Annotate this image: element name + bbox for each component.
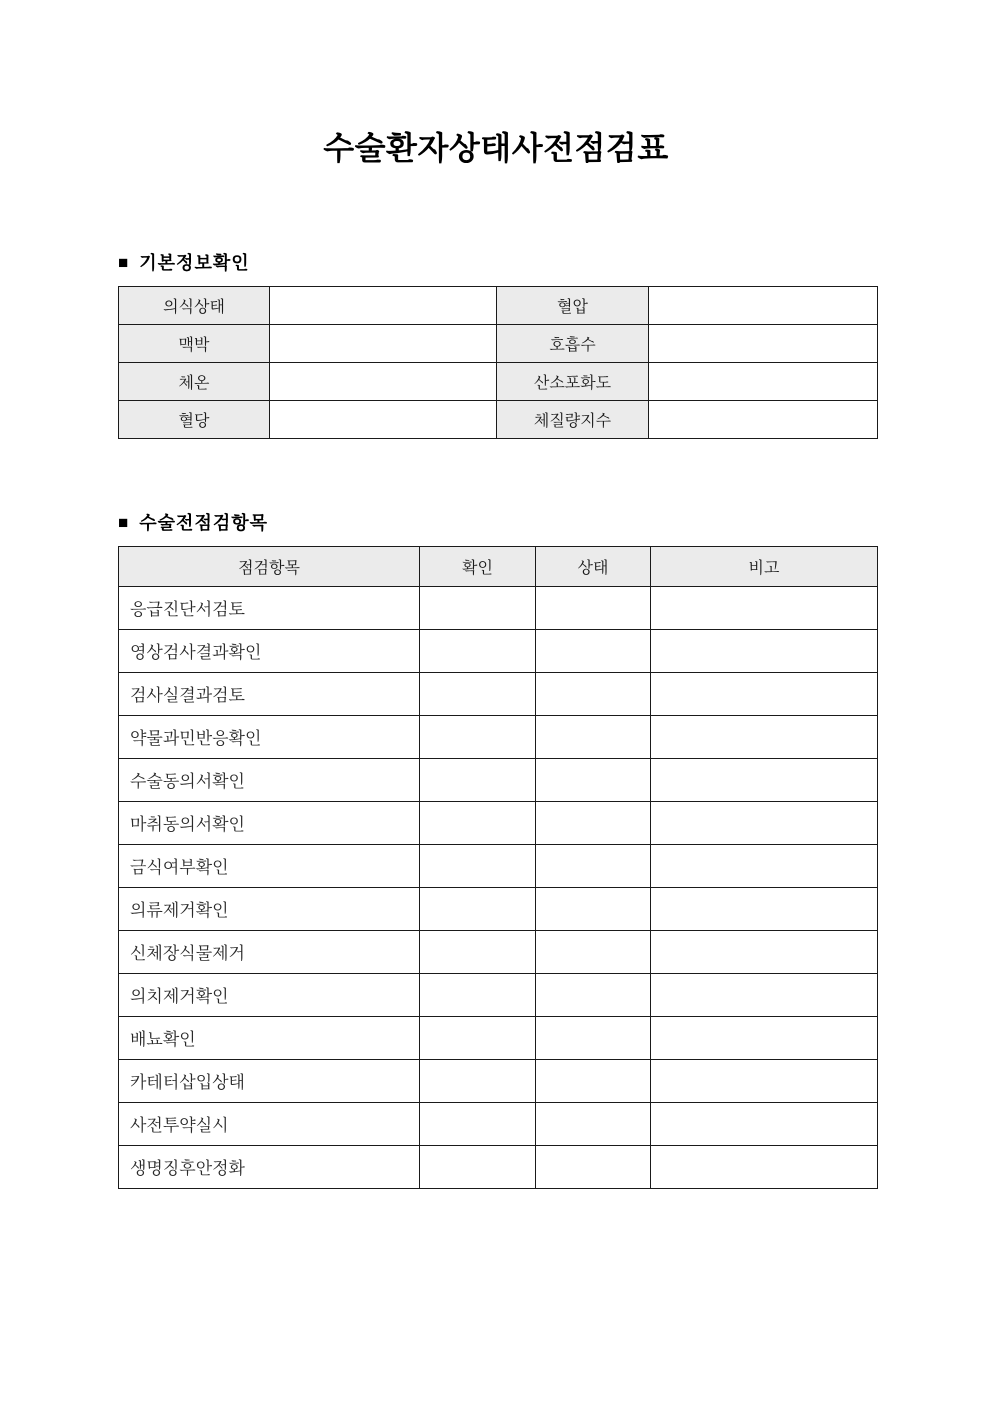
basic-info-label: 혈당 — [119, 400, 270, 438]
status-cell — [536, 758, 651, 801]
checklist-row — [119, 758, 878, 801]
basic-info-row — [119, 286, 878, 324]
checklist-section-heading — [118, 512, 877, 534]
checklist-row — [119, 930, 878, 973]
basic-info-value-cell — [649, 324, 878, 362]
checklist-header-row — [119, 546, 878, 586]
column-header-item: 점검항목 — [119, 546, 420, 586]
check-cell — [420, 1102, 536, 1145]
status-cell — [536, 1059, 651, 1102]
basic-info-label: 의식상태 — [119, 286, 270, 324]
document-title: 수술환자상태사전점검표 — [323, 130, 669, 166]
check-cell — [420, 887, 536, 930]
checklist-row — [119, 586, 878, 629]
status-cell — [536, 1102, 651, 1145]
basic-info-heading-label: 기본정보확인 — [139, 252, 250, 273]
note-cell — [651, 629, 878, 672]
basic-info-label: 산소포화도 — [497, 362, 649, 400]
checklist-item-name: 배뇨확인 — [119, 1016, 420, 1059]
document-content — [118, 252, 877, 1189]
checklist-item-name: 약물과민반응확인 — [119, 715, 420, 758]
status-cell — [536, 1016, 651, 1059]
check-cell — [420, 930, 536, 973]
basic-info-value-cell — [270, 362, 497, 400]
basic-info-label: 체온 — [119, 362, 270, 400]
note-cell — [651, 1102, 878, 1145]
checklist-item-name: 신체장식물제거 — [119, 930, 420, 973]
status-cell — [536, 715, 651, 758]
status-cell — [536, 1145, 651, 1188]
square-bullet-icon: ■ — [118, 513, 129, 533]
basic-info-value-cell — [270, 286, 497, 324]
checklist-item-name: 응급진단서검토 — [119, 586, 420, 629]
basic-info-value-cell — [649, 362, 878, 400]
column-header-check: 확인 — [420, 546, 536, 586]
check-cell — [420, 1016, 536, 1059]
check-cell — [420, 586, 536, 629]
basic-info-label: 체질량지수 — [497, 400, 649, 438]
checklist-table — [118, 546, 878, 1189]
basic-info-label: 호흡수 — [497, 324, 649, 362]
checklist-item-name: 검사실결과검토 — [119, 672, 420, 715]
column-header-status: 상태 — [536, 546, 651, 586]
basic-info-label: 맥박 — [119, 324, 270, 362]
checklist-item-name: 의류제거확인 — [119, 887, 420, 930]
checklist-row — [119, 973, 878, 1016]
check-cell — [420, 801, 536, 844]
column-header-note: 비고 — [651, 546, 878, 586]
status-cell — [536, 801, 651, 844]
checklist-row — [119, 801, 878, 844]
status-cell — [536, 930, 651, 973]
checklist-row — [119, 629, 878, 672]
checklist-row — [119, 844, 878, 887]
checklist-heading-label: 수술전점검항목 — [139, 512, 268, 533]
checklist-item-name: 카테터삽입상태 — [119, 1059, 420, 1102]
checklist-item-name: 사전투약실시 — [119, 1102, 420, 1145]
basic-info-row — [119, 324, 878, 362]
note-cell — [651, 1059, 878, 1102]
basic-info-label: 혈압 — [497, 286, 649, 324]
checklist-row — [119, 672, 878, 715]
basic-info-value-cell — [270, 400, 497, 438]
checklist-row — [119, 1102, 878, 1145]
note-cell — [651, 715, 878, 758]
checklist-row — [119, 1059, 878, 1102]
status-cell — [536, 844, 651, 887]
checklist-row — [119, 1145, 878, 1188]
check-cell — [420, 672, 536, 715]
note-cell — [651, 973, 878, 1016]
note-cell — [651, 1145, 878, 1188]
checklist-item-name: 영상검사결과확인 — [119, 629, 420, 672]
check-cell — [420, 973, 536, 1016]
basic-info-value-cell — [649, 286, 878, 324]
basic-info-section-heading — [118, 252, 877, 274]
checklist-item-name: 마취동의서확인 — [119, 801, 420, 844]
status-cell — [536, 973, 651, 1016]
basic-info-table — [118, 286, 878, 439]
check-cell — [420, 758, 536, 801]
checklist-row — [119, 715, 878, 758]
check-cell — [420, 844, 536, 887]
basic-info-row — [119, 362, 878, 400]
checklist-item-name: 의치제거확인 — [119, 973, 420, 1016]
checklist-item-name: 수술동의서확인 — [119, 758, 420, 801]
status-cell — [536, 629, 651, 672]
note-cell — [651, 758, 878, 801]
checklist-item-name: 금식여부확인 — [119, 844, 420, 887]
note-cell — [651, 930, 878, 973]
basic-info-value-cell — [649, 400, 878, 438]
square-bullet-icon: ■ — [118, 253, 129, 273]
check-cell — [420, 1059, 536, 1102]
status-cell — [536, 672, 651, 715]
checklist-row — [119, 887, 878, 930]
note-cell — [651, 1016, 878, 1059]
checklist-row — [119, 1016, 878, 1059]
check-cell — [420, 715, 536, 758]
checklist-item-name: 생명징후안정화 — [119, 1145, 420, 1188]
basic-info-value-cell — [270, 324, 497, 362]
note-cell — [651, 887, 878, 930]
status-cell — [536, 887, 651, 930]
status-cell — [536, 586, 651, 629]
check-cell — [420, 629, 536, 672]
note-cell — [651, 844, 878, 887]
note-cell — [651, 672, 878, 715]
check-cell — [420, 1145, 536, 1188]
note-cell — [651, 586, 878, 629]
note-cell — [651, 801, 878, 844]
basic-info-row — [119, 400, 878, 438]
